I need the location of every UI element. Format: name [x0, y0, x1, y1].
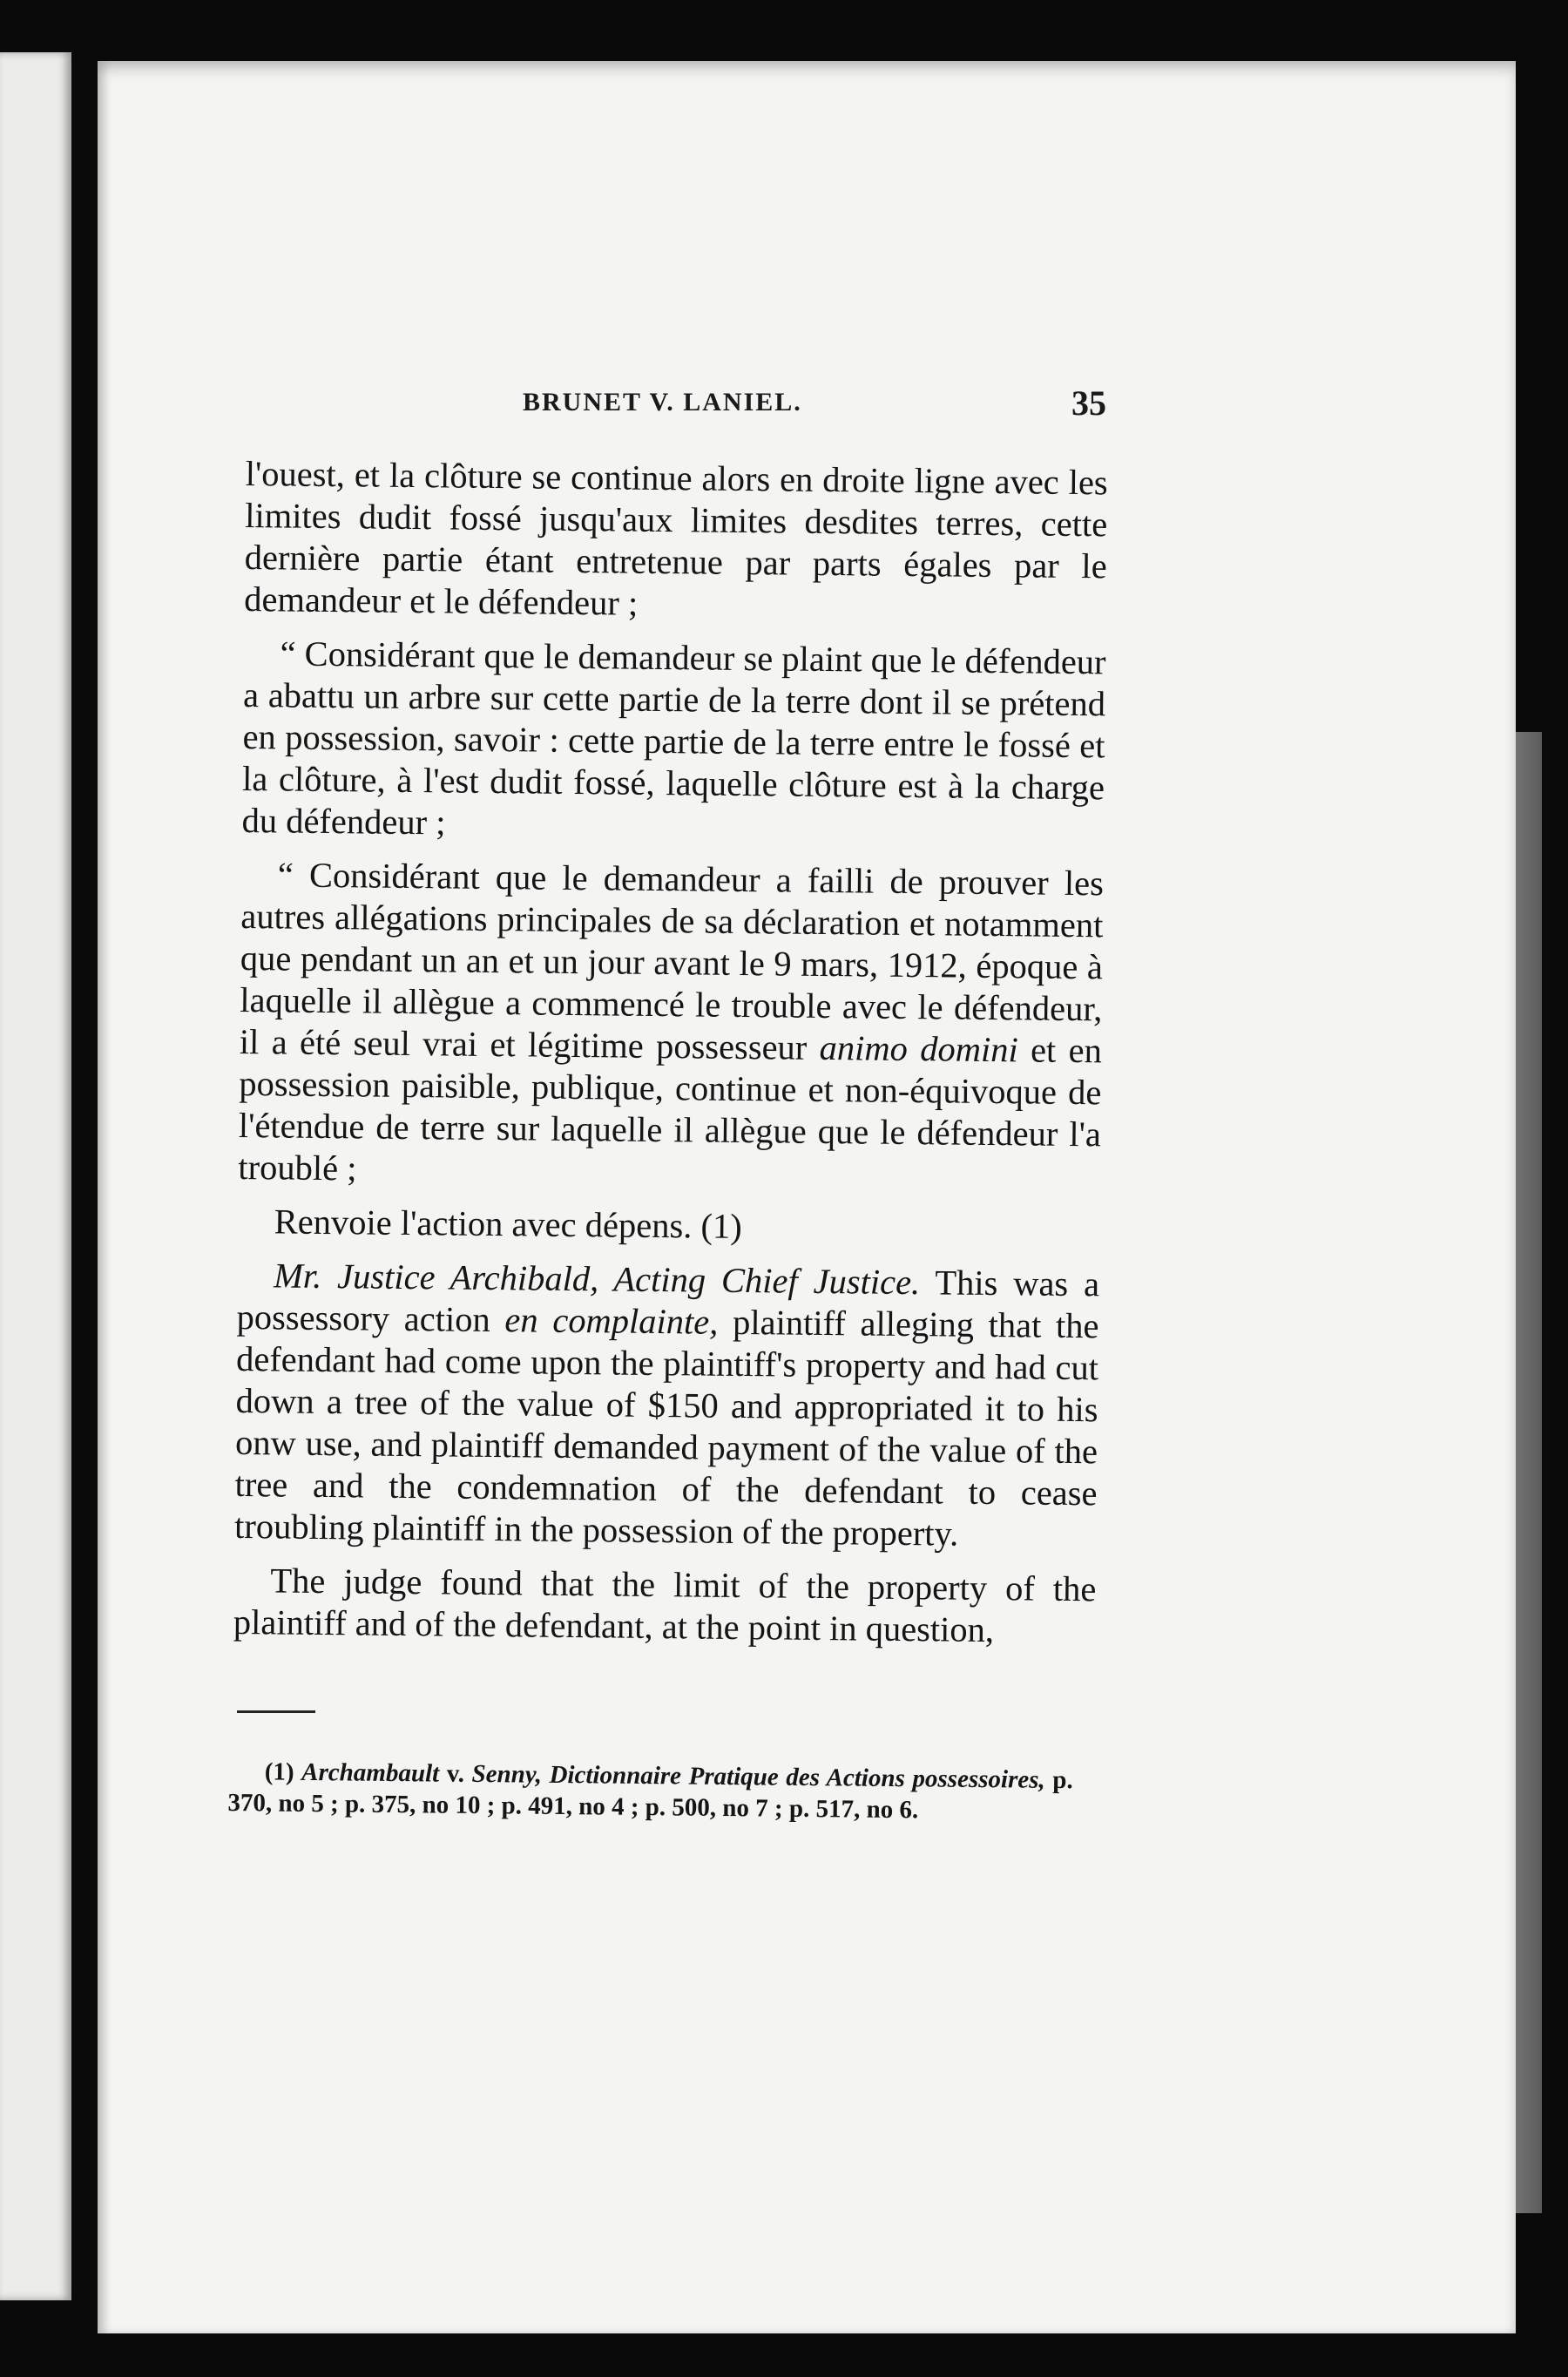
- paragraph-3-text-b: et en possession paisible, publique, continue et non-équivoque de l'étendue de terre sur laquelle il allègue que le défendeur l'a troublé ;: [238, 1030, 1103, 1188]
- adjacent-page-edge: [0, 52, 71, 2300]
- footnote-marker: (1): [264, 1757, 294, 1786]
- judge-name: Mr. Justice Archibald, Acting Chief Justice.: [273, 1256, 921, 1303]
- running-head: BRUNET V. LANIEL.: [523, 388, 802, 416]
- page-header: [523, 383, 1106, 440]
- footnote: [227, 1756, 1073, 1827]
- paragraph-5: [234, 1255, 1099, 1556]
- paragraph-6: The judge found that the limit of the property of the plaintiff and of the defendant, at the point in question,: [233, 1561, 1097, 1650]
- page-number: 35: [1071, 383, 1106, 423]
- footnote-separator: [237, 1710, 315, 1713]
- paragraph-3-text-a: “ Considérant que le demandeur a failli de prouver les autres allégations principales de sa déclaration et notamment que pendant un an et un jour avant le 9 mars, 1912, époque à laquelle il allègue a commencé le trouble avec le défendeur, il a été seul vrai et légitime possesseur: [239, 855, 1105, 1067]
- paragraph-2: “ Considérant que le demandeur se plaint que le défendeur a abattu un arbre sur cette partie de la terre dont il se prétend en possession, savoir : cette partie de la terre entre le fossé et la clôture, à l'est dudit fossé, laquelle clôture est à la charge du défendeur ;: [241, 633, 1106, 843]
- paragraph-5-text-a: This was a possessory action: [236, 1263, 1100, 1339]
- footnote-case-a: Archambault: [301, 1757, 440, 1788]
- footnote-v: v.: [446, 1759, 465, 1788]
- body-text: [233, 453, 1108, 1664]
- paragraph-3: [238, 854, 1104, 1197]
- paragraph-1: l'ouest, et la clôture se continue alors en droite ligne avec les limites dudit fossé jusqu'aux limites desdites terres, cette dernière partie étant entretenue par parts égales par le demandeur et le défendeur ;: [244, 453, 1108, 623]
- paragraph-5-text-b: plaintiff alleging that the defendant had come upon the plaintiff's property and had cut down a tree of the value of $150 and appropriated it to his onw use, and plaintiff demanded payment of the value of the tree and the condemnation of the defendant to cease troubling plaintiff in the possession of the property.: [233, 1302, 1099, 1554]
- footnote-source: Senny, Dictionnaire Pratique des Actions possessoires,: [471, 1759, 1045, 1794]
- paragraph-4: Renvoie l'action avec dépens. (1): [274, 1202, 742, 1247]
- paragraph-5-term: en complainte,: [504, 1300, 719, 1342]
- paragraph-3-latin: animo domini: [819, 1027, 1018, 1070]
- footnote-refs: p. 370, no 5 ; p. 375, no 10 ; p. 491, no 4 ; p. 500, no 7 ; p. 517, no 6.: [227, 1765, 1073, 1825]
